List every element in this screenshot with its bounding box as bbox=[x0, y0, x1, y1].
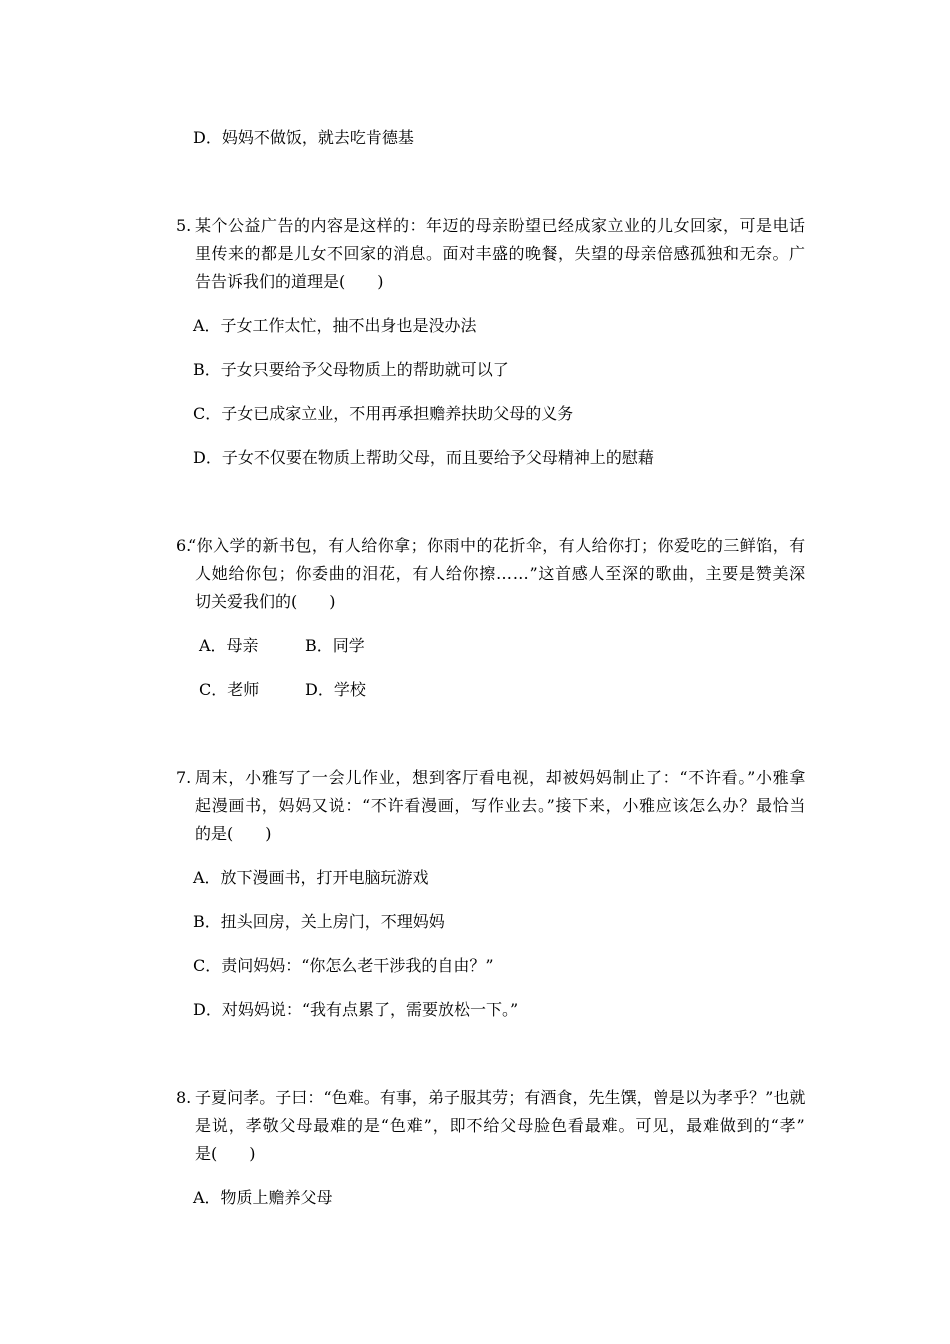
q5-option-a: A．子女工作太忙，抽不出身也是没办法 bbox=[193, 316, 477, 335]
q7-number: 7. bbox=[176, 768, 192, 787]
q6-number: 6. bbox=[176, 536, 192, 555]
q5-stem-line-2: 里传来的都是儿女不回家的消息。面对丰盛的晚餐，失望的母亲倍感孤独和无奈。广 bbox=[195, 244, 806, 263]
q7-option-c: C．责问妈妈：“你怎么老干涉我的自由？” bbox=[193, 956, 494, 975]
q7-option-d: D．对妈妈说：“我有点累了，需要放松一下。” bbox=[193, 1000, 519, 1019]
q7-stem-line-3: 的是( ) bbox=[195, 824, 272, 843]
q5-stem-line-3: 告告诉我们的道理是( ) bbox=[195, 272, 384, 291]
q7-option-a: A．放下漫画书，打开电脑玩游戏 bbox=[193, 868, 429, 887]
q6-stem-line-1: “你入学的新书包，有人给你拿；你雨中的花折伞，有人给你打；你爱吃的三鲜馅，有 bbox=[188, 536, 806, 555]
q8-stem-line-1: 子夏问孝。子曰：“色难。有事，弟子服其劳；有酒食，先生馔，曾是以为孝乎？”也就 bbox=[195, 1088, 806, 1107]
q6-option-b: B．同学 bbox=[305, 636, 365, 655]
q8-stem-line-3: 是( ) bbox=[195, 1144, 256, 1163]
q6-stem-line-2: 人她给你包；你委曲的泪花，有人给你擦……”这首感人至深的歌曲，主要是赞美深 bbox=[195, 564, 806, 583]
q4-option-d: D．妈妈不做饭，就去吃肯德基 bbox=[193, 128, 414, 147]
q5-option-c: C．子女已成家立业，不用再承担赡养扶助父母的义务 bbox=[193, 404, 574, 423]
q5-stem-line-1: 某个公益广告的内容是这样的：年迈的母亲盼望已经成家立业的儿女回家，可是电话 bbox=[195, 216, 806, 235]
q6-option-d: D．学校 bbox=[305, 680, 366, 699]
q5-number: 5. bbox=[176, 216, 192, 235]
q8-stem-line-2: 是说，孝敬父母最难的是“色难”，即不给父母脸色看最难。可见，最难做到的“孝” bbox=[195, 1116, 806, 1135]
q6-option-c: C．老师 bbox=[199, 680, 260, 699]
q7-stem-line-2: 起漫画书，妈妈又说：“不许看漫画，写作业去。”接下来，小雅应该怎么办？最恰当 bbox=[195, 796, 807, 815]
q7-stem-line-1: 周末，小雅写了一会儿作业，想到客厅看电视，却被妈妈制止了：“不许看。”小雅拿 bbox=[195, 768, 807, 787]
q6-option-a: A．母亲 bbox=[199, 636, 259, 655]
q6-stem-line-3: 切关爱我们的( ) bbox=[195, 592, 336, 611]
q8-option-a: A．物质上赡养父母 bbox=[193, 1188, 333, 1207]
q8-number: 8. bbox=[176, 1088, 192, 1107]
q5-option-d: D．子女不仅要在物质上帮助父母，而且要给予父母精神上的慰藉 bbox=[193, 448, 654, 467]
q7-option-b: B．扭头回房，关上房门，不理妈妈 bbox=[193, 912, 445, 931]
q5-option-b: B．子女只要给予父母物质上的帮助就可以了 bbox=[193, 360, 509, 379]
